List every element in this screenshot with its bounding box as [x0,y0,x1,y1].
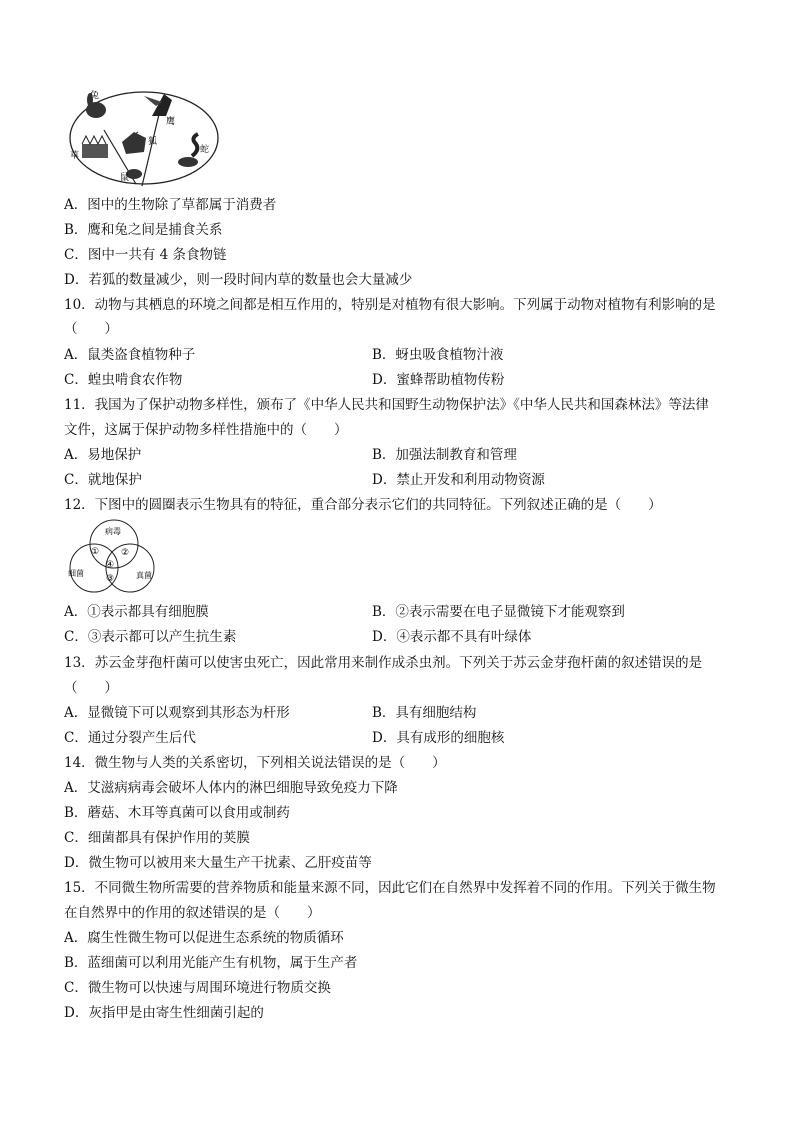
q10-option-b: B．蚜虫吸食植物汁液 [372,347,504,363]
q10-stem-line2: （ ） [64,321,118,337]
q14-option-c: C．细菌都具有保护作用的荚膜 [64,830,250,846]
q9-option-c: C．图中一共有 4 条食物链 [64,247,227,263]
q11-stem-line1: 11．我国为了保护动物多样性，颁布了《中华人民共和国野生动物保护法》《中华人民共和国森林法》等法律 [64,397,709,413]
q11-option-b: B．加强法制教育和管理 [372,447,517,463]
q15-stem-line2: 在自然界中的作用的叙述错误的是（ ） [64,905,321,921]
label-fox: 狐 [148,137,158,147]
label-mouse: 鼠 [120,173,130,183]
q12-option-c: C．③表示都可以产生抗生素 [64,629,237,645]
q11-stem-line2: 文件，这属于保护动物多样性措施中的（ ） [64,422,348,438]
grass-figure [82,136,108,158]
venn-region-2: ② [121,548,130,558]
label-eagle: 鹰 [166,117,176,127]
q12-option-d: D．④表示都不具有叶绿体 [372,629,532,645]
q10-option-c: C．蝗虫啃食农作物 [64,372,183,388]
q10-option-d: D．蜜蜂帮助植物传粉 [372,372,505,388]
q9-option-d: D．若狐的数量减少，则一段时间内草的数量也会大量减少 [64,272,413,288]
q12-option-b: B．②表示需要在电子显微镜下才能观察到 [372,604,625,620]
q15-option-c: C．微生物可以快速与周围环境进行物质交换 [64,980,331,996]
fox-figure [122,132,146,154]
q13-option-a: A．显微镜下可以观察到其形态为杆形 [64,705,290,721]
q14-option-a: A．艾滋病病毒会破坏人体内的淋巴细胞导致免疫力下降 [64,780,398,796]
q13-stem-line2: （ ） [64,680,118,696]
q15-stem-line1: 15．不同微生物所需要的营养物质和能量来源不同，因此它们在自然界中发挥着不同的作用。下列关于微生物 [64,880,716,896]
q10-stem-line1: 10．动物与其栖息的环境之间都是相互作用的，特别是对植物有很大影响。下列属于动物对植物有利影响的是 [64,297,716,313]
q13-stem-line1: 13．苏云金芽孢杆菌可以使害虫死亡，因此常用来制作成杀虫剂。下列关于苏云金芽孢杆菌的叙述错误的是 [64,655,703,671]
venn-diagram [64,518,160,596]
q13-option-d: D．具有成形的细胞核 [372,730,505,746]
q12-stem-line1: 12．下图中的圆圈表示生物具有的特征，重合部分表示它们的共同特征。下列叙述正确的是（ ） [64,497,662,513]
q14-stem-line1: 14．微生物与人类的关系密切，下列相关说法错误的是（ ） [64,755,446,771]
q14-option-b: B．蘑菇、木耳等真菌可以食用或制药 [64,805,290,821]
q13-option-b: B．具有细胞结构 [372,705,477,721]
q10-option-a: A．鼠类盗食植物种子 [64,347,196,363]
q15-option-d: D．灰指甲是由寄生性细菌引起的 [64,1005,264,1021]
venn-label-fungi: 真菌 [136,571,152,580]
q14-option-d: D．微生物可以被用来大量生产干扰素、乙肝疫苗等 [64,855,372,871]
venn-label-virus: 病毒 [105,527,121,536]
snake-figure [178,134,198,167]
q11-option-c: C．就地保护 [64,472,142,488]
q11-option-a: A．易地保护 [64,447,142,463]
q9-option-a: A．图中的生物除了草都属于消费者 [64,197,277,213]
venn-region-1: ① [91,547,100,557]
eagle-figure [144,94,172,116]
q11-option-d: D．禁止开发和利用动物资源 [372,472,545,488]
q9-option-b: B．鹰和兔之间是捕食关系 [64,222,223,238]
venn-region-3: ③ [106,574,115,584]
q12-option-a: A．①表示都具有细胞膜 [64,604,209,620]
venn-region-4: ④ [106,560,115,570]
venn-label-bacteria: 细菌 [68,569,84,578]
q15-option-a: A．腐生性微生物可以促进生态系统的物质循环 [64,930,344,946]
label-rabbit: 兔 [90,91,100,101]
label-grass: 草 [70,151,80,161]
q15-option-b: B．蓝细菌可以利用光能产生有机物，属于生产者 [64,955,358,971]
food-web-diagram [64,86,224,194]
label-snake: 蛇 [200,145,210,155]
q13-option-c: C．通过分裂产生后代 [64,730,196,746]
